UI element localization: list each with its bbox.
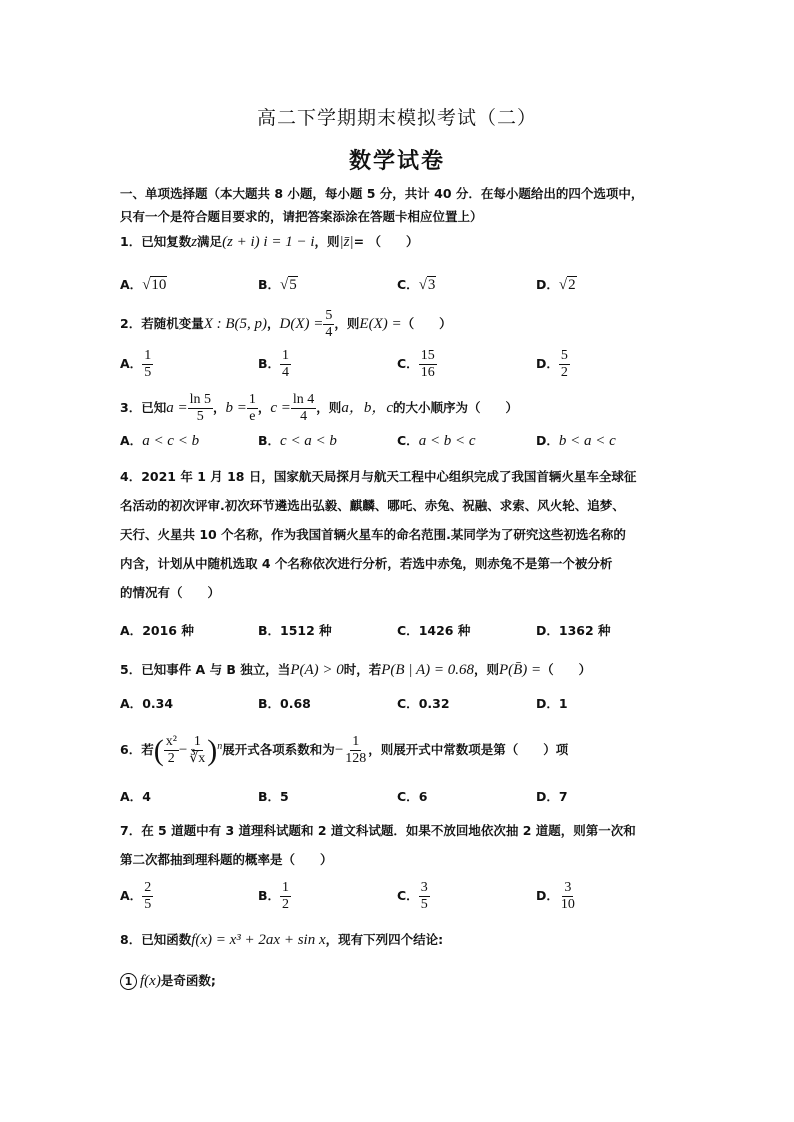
- q7-options: [120, 880, 680, 920]
- q2-variance-frac: $\frac{5}{4}$: [325, 308, 333, 340]
- q5-option-c[interactable]: C．0.32: [397, 696, 450, 711]
- q8-function: f(x) = x³ + 2ax + sin x: [191, 932, 326, 948]
- question-4: 4．2021 年 1 月 18 日，国家航天局探月与航天工程中心组织完成了我国首辆火星车全球征 名活动的初次评审.初次环节遴选出弘毅、麒麟、哪吒、赤兔、祝融、求索、风火轮、追梦、 天行、火星共 10 个名称，作为我国首辆火星车的命名范围.某同学为了研究这些初选名称的 内含，计划从中随机选取 4 个名称依次进行分析，若选中赤兔，则赤兔不是第一个被分析 的情况有（ ）: [120, 469, 637, 600]
- q6-options: [120, 787, 680, 817]
- question-7: 7．在 5 道题中有 3 道理科试题和 2 道文科试题．如果不放回地依次抽 2 道题，则第一次和 第二次都抽到理科题的概率是（ ）: [120, 823, 636, 867]
- q1-option-a[interactable]: A．√10: [120, 277, 167, 293]
- q2-expectation: E(X) =: [359, 316, 402, 332]
- q1-options: [120, 275, 680, 305]
- q7-option-a[interactable]: A． $\frac{2}{5}$: [120, 880, 152, 912]
- q2-option-a[interactable]: A． $\frac{1}{5}$: [120, 348, 152, 380]
- q1-option-d[interactable]: D．√2: [536, 277, 576, 293]
- question-6: 6．若( $\frac{\text{x²}}{2}$ − $\frac{1}{∛x}$ )$^n$展开式各项系数和为− $\frac{1}{128}$ ，则展开式中常数项是第（ ）项: [120, 734, 569, 768]
- q1-tail: = （ ）: [353, 234, 419, 249]
- question-1: [120, 227, 680, 257]
- q3-option-a[interactable]: A．a < c < b: [120, 433, 200, 449]
- question-8: 8．已知函数f(x) = x³ + 2ax + sin x，现有下列四个结论:: [120, 932, 444, 948]
- q5-given: P(B | A) = 0.68: [381, 662, 474, 678]
- q6-option-c[interactable]: C．6: [397, 789, 428, 804]
- q1-prefix: 1．已知复数: [120, 234, 192, 249]
- section-heading-line: 一、单项选择题（本大题共 8 小题，每小题 5 分，共计 40 分．在每小题给出的四个选项中，: [120, 186, 644, 201]
- q5-condition: P(A) > 0: [290, 662, 344, 678]
- q1-var: z: [191, 234, 198, 250]
- q1-option-c[interactable]: C．√3: [397, 277, 436, 293]
- q1-then: ，则: [314, 234, 340, 249]
- q1-mid: 满足: [197, 234, 223, 249]
- q7-option-c[interactable]: C． $\frac{3}{5}$: [397, 880, 428, 912]
- q3-option-c[interactable]: C．a < b < c: [397, 433, 476, 449]
- q1-option-b[interactable]: B．√5: [258, 277, 297, 293]
- q3-b-frac: $\frac{1}{e}$: [248, 392, 256, 424]
- question-5: 5．已知事件 A 与 B 独立，当P(A) > 0时，若P(B | A) = 0.68，则P(B̄) =（ ）: [120, 662, 592, 678]
- q4-option-d[interactable]: D．1362 种: [536, 623, 611, 638]
- q5-option-a[interactable]: A．0.34: [120, 696, 174, 711]
- q5-option-d[interactable]: D．1: [536, 696, 568, 711]
- q6-option-a[interactable]: A．4: [120, 789, 151, 804]
- q2-option-d[interactable]: D． $\frac{5}{2}$: [536, 348, 568, 380]
- exam-title: 高二下学期期末模拟考试（二）: [256, 107, 537, 129]
- q3-options: [120, 431, 680, 461]
- q3-option-b[interactable]: B．c < a < b: [258, 433, 337, 449]
- q2-variance: D(X) =: [279, 316, 324, 332]
- q3-c-frac: $\frac{\ln 4}{4}$: [292, 392, 315, 424]
- question-3: 3．已知a = $\frac{\ln 5}{5}$ ，b = $\frac{1}{e}$ ，c = $\frac{\ln 4}{4}$ ，则a，b，c的大小顺序为（ ）: [120, 392, 518, 424]
- q5-options: [120, 694, 680, 724]
- q1-equation: (z + i) i = 1 − i: [222, 234, 315, 250]
- q2-options: [120, 348, 680, 388]
- q4-options: [120, 621, 680, 651]
- q1-abs-expr: |z̄|: [339, 234, 354, 250]
- q4-option-b[interactable]: B．1512 种: [258, 623, 332, 638]
- q2-distribution: X : B(5, p): [203, 316, 268, 332]
- exam-subtitle: 数学试卷: [348, 149, 445, 174]
- q5-ask: P(B̄) =: [498, 662, 542, 678]
- q8-conclusion-1: 1 f(x)是奇函数;: [120, 966, 680, 996]
- q2-option-b[interactable]: B． $\frac{1}{4}$: [258, 348, 290, 380]
- q4-option-a[interactable]: A．2016 种: [120, 623, 194, 638]
- q5-option-b[interactable]: B．0.68: [258, 696, 311, 711]
- circled-number-icon: 1: [120, 973, 137, 990]
- q2-option-c[interactable]: C． $\frac{15}{16}$: [397, 348, 435, 380]
- q6-option-b[interactable]: B．5: [258, 789, 289, 804]
- q3-a-frac: $\frac{\ln 5}{5}$: [189, 392, 211, 424]
- question-2: 2．若随机变量X : B(5, p)，D(X) = $\frac{5}{4}$ ，则E(X) =（ ）: [120, 308, 452, 340]
- q2-prefix: 2．若随机变量: [120, 316, 204, 331]
- q7-option-b[interactable]: B． $\frac{1}{2}$: [258, 880, 290, 912]
- q4-option-c[interactable]: C．1426 种: [397, 623, 471, 638]
- q6-option-d[interactable]: D．7: [536, 789, 568, 804]
- q7-option-d[interactable]: D． $\frac{3}{10}$: [536, 880, 575, 912]
- section-heading: [120, 182, 680, 228]
- section-heading-line: 只有一个是符合题目要求的，请把答案添涂在答题卡相应位置上）: [120, 209, 483, 224]
- q3-option-d[interactable]: D．b < a < c: [536, 433, 616, 449]
